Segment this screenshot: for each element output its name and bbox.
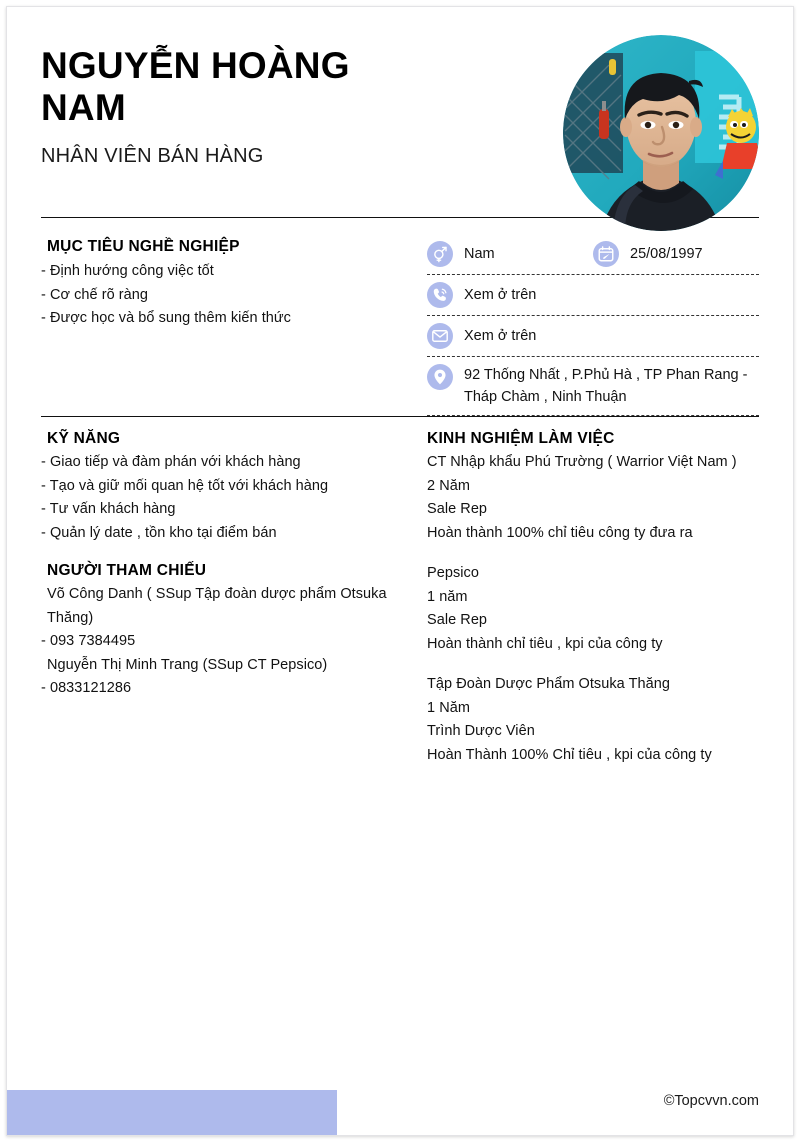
reference-item: Nguyễn Thị Minh Trang (SSup CT Pepsico) <box>47 656 328 673</box>
job-company: Pepsico <box>427 565 479 581</box>
job-company: CT Nhập khẩu Phú Trường ( Warrior Việt Nam ) <box>427 454 737 470</box>
skill-item: - Quản lý date , tồn kho tại điểm bán <box>41 524 277 541</box>
profile-photo <box>563 35 759 231</box>
email-value: Xem ở trên <box>464 328 537 344</box>
skill-item: - Tạo và giữ mối quan hệ tốt với khách hàng <box>41 477 329 494</box>
contact-row-personal <box>427 234 759 275</box>
job-title: NHÂN VIÊN BÁN HÀNG <box>41 145 264 168</box>
references-title: NGƯỜI THAM CHIẾU <box>47 562 207 579</box>
avatar <box>563 35 759 231</box>
cv-page <box>6 6 794 1136</box>
lower-columns <box>41 417 759 784</box>
left-column <box>41 430 422 784</box>
job-duration: 2 Năm <box>427 477 470 494</box>
job-company: Tập Đoàn Dược Phẩm Otsuka Thăng <box>427 676 670 692</box>
profile-photo-image <box>563 35 759 231</box>
job-achievement: Hoàn thành 100% chỉ tiêu công ty đưa ra <box>427 524 693 541</box>
objective-item: - Được học và bổ sung thêm kiến thức <box>41 310 291 326</box>
job-duration: 1 Năm <box>427 699 470 716</box>
experience-title: KINH NGHIỆM LÀM VIỆC <box>427 430 615 447</box>
contact-gender <box>427 241 593 267</box>
references-section <box>41 562 408 701</box>
reference-item: - 0833121286 <box>41 680 132 696</box>
phone-value: Xem ở trên <box>464 287 537 303</box>
reference-item: - 093 7384495 <box>41 633 136 649</box>
objective-title: MỤC TIÊU NGHỀ NGHIỆP <box>47 238 240 255</box>
job-role: Trình Dược Viên <box>427 723 535 739</box>
skills-section <box>41 430 408 545</box>
gender-icon <box>427 241 453 267</box>
contact-row-email <box>427 316 759 357</box>
objective-item: - Cơ chế rõ ràng <box>41 286 149 303</box>
contact-address <box>427 364 759 408</box>
phone-icon <box>427 282 453 308</box>
job-role: Sale Rep <box>427 501 488 517</box>
job-achievement: Hoàn thành chỉ tiêu , kpi của công ty <box>427 635 663 652</box>
page-title: NGUYỄN HOÀNG NAM <box>41 45 350 129</box>
job-role: Sale Rep <box>427 612 488 628</box>
contact-section <box>427 218 759 416</box>
reference-item: Võ Công Danh ( SSup Tập đoàn dược phẩm Otsuka Thăng) <box>47 586 387 626</box>
gender-value: Nam <box>464 246 495 262</box>
skills-title: KỸ NĂNG <box>47 430 121 447</box>
location-icon <box>427 364 453 390</box>
footer-accent-bar <box>7 1090 337 1135</box>
birthday-value: 25/08/1997 <box>630 246 703 262</box>
contact-birthday <box>593 241 759 267</box>
email-icon <box>427 323 453 349</box>
skill-item: - Giao tiếp và đàm phán với khách hàng <box>41 454 301 470</box>
contact-row-address <box>427 357 759 416</box>
experience-job <box>427 673 759 767</box>
right-column <box>422 430 759 784</box>
experience-job <box>427 562 759 656</box>
contact-phone <box>427 282 536 308</box>
footer-copyright: ©Topcvvn.com <box>663 1093 759 1109</box>
contact-row-phone <box>427 275 759 316</box>
job-duration: 1 năm <box>427 588 468 605</box>
skill-item: - Tư vấn khách hàng <box>41 501 176 517</box>
objective-item: - Định hướng công việc tốt <box>41 263 214 279</box>
objective-column <box>41 218 422 416</box>
upper-columns <box>41 218 759 416</box>
contact-email <box>427 323 536 349</box>
calendar-icon <box>593 241 619 267</box>
address-value: 92 Thống Nhất , P.Phủ Hà , TP Phan Rang - Tháp Chàm , Ninh Thuận <box>464 367 748 405</box>
experience-section <box>427 430 759 767</box>
cv-header <box>41 7 759 211</box>
header-text-block <box>41 35 563 168</box>
contact-column <box>422 218 759 416</box>
job-achievement: Hoàn Thành 100% Chỉ tiêu , kpi của công ty <box>427 746 712 763</box>
experience-job <box>427 451 759 545</box>
objective-section <box>41 218 408 331</box>
